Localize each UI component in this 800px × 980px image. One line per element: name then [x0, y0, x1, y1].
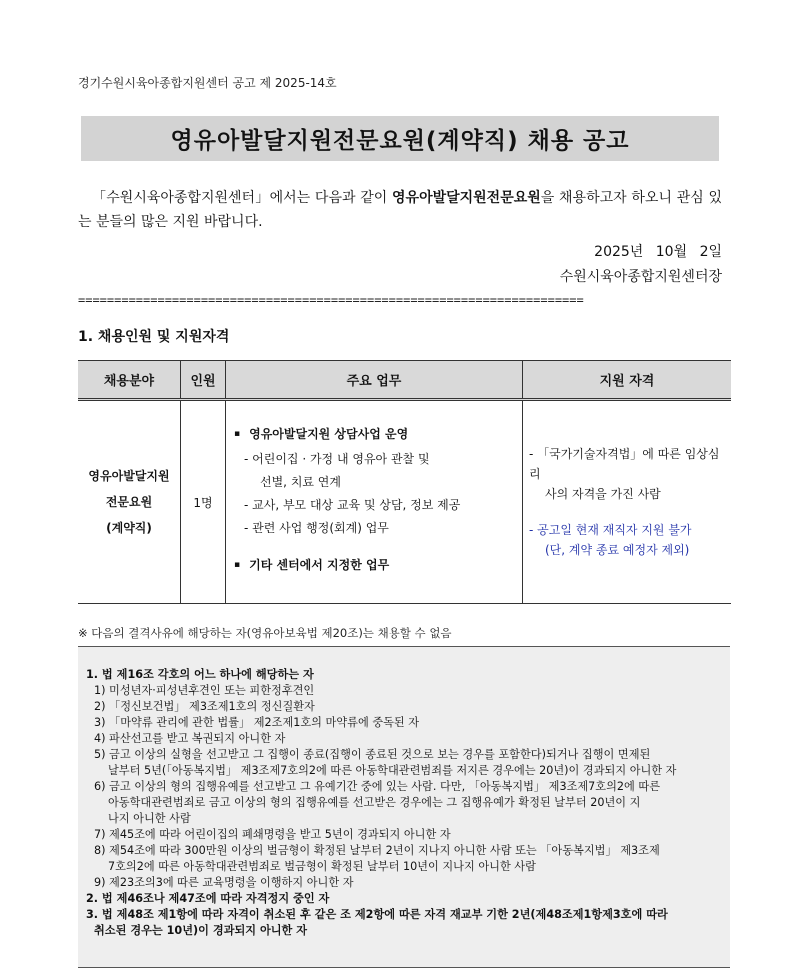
disq-item-1: 1. 법 제16조 각호의 어느 하나에 해당하는 자 [86, 668, 314, 681]
organization-name: 수원시육아종합지원센터장 [559, 269, 722, 285]
field-line3: (계약직) [106, 521, 152, 535]
duty-heading-1: ▪ 영유아발달지원 상담사업 운영 [234, 425, 521, 442]
cell-duty [226, 400, 523, 604]
page-title: 영유아발달지원전문요원(계약직) 채용 공고 [170, 128, 630, 154]
disq-sub-2: 2) 「정신보건법」 제3조제1호의 정신질환자 [94, 700, 315, 713]
notice-number: 경기수원시육아종합지원센터 공고 제 2025-14호 [78, 76, 337, 90]
disq-item-2: 2. 법 제46조나 제47조에 따라 자격정지 중인 자 [86, 892, 330, 905]
disqualification-box [78, 646, 730, 968]
date-month: 10월 [655, 244, 688, 260]
field-line2: 전문요원 [105, 495, 153, 509]
intro-paragraph [78, 186, 722, 234]
disq-sub-4: 4) 파산선고를 받고 복권되지 아니한 자 [94, 732, 286, 745]
duty-item-2: - 교사, 부모 대상 교육 및 상담, 정보 제공 [244, 498, 461, 512]
date-day: 2일 [699, 244, 722, 260]
disq-sub-1: 1) 미성년자·피성년후견인 또는 피한정후견인 [94, 684, 315, 697]
cell-qualification [523, 400, 732, 604]
duty-heading-2: ▪ 기타 센터에서 지정한 업무 [234, 556, 521, 573]
date-year: 2025년 [594, 244, 644, 260]
qualification-1: - 「국가기술자격법」에 따른 임상심리 [529, 447, 720, 481]
disq-sub-5: 5) 금고 이상의 실형을 선고받고 그 집행이 종료(집행이 종료된 것으로 보는 경우를 포함한다)되거나 집행이 면제된 [94, 748, 651, 761]
disq-sub-8-cont: 7호의2에 따른 아동학대관련범죄로 벌금형이 확정된 날부터 10년이 지나지 아니한 사람 [108, 860, 536, 873]
table-header-row [78, 361, 731, 400]
qualification-1-cont: 사의 자격을 가진 사람 [545, 487, 661, 501]
header-field: 채용분야 [78, 361, 181, 400]
disqualification-note: ※ 다음의 결격사유에 해당하는 자(영유아보육법 제20조)는 채용할 수 없음 [78, 626, 452, 640]
disq-sub-9: 9) 제23조의3에 따른 교육명령을 이행하지 아니한 자 [94, 876, 354, 889]
header-qualification: 지원 자격 [523, 361, 732, 400]
recruitment-table [78, 360, 731, 604]
intro-part2: 을 채용하고자 하오니 관심 있는 분들의 많은 지원 바랍니다. [78, 190, 723, 230]
duty-item-1: - 어린이집 · 가정 내 영유아 관찰 및 [244, 452, 430, 466]
disq-sub-8: 8) 제54조에 따라 300만원 이상의 벌금형이 확정된 날부터 2년이 지나지 아니한 사람 또는 「아동복지법」 제3조제 [94, 844, 660, 857]
disq-sub-6-cont: 아동학대관련범죄로 금고 이상의 형의 집행유예를 선고받은 경우에는 그 집행유예가 확정된 날부터 20년이 지 [108, 796, 641, 809]
disq-sub-6-cont2: 나지 아니한 사람 [108, 812, 191, 825]
section1-title: 1. 채용인원 및 지원자격 [78, 329, 230, 345]
qualification-2: - 공고일 현재 재직자 지원 불가 [529, 523, 692, 537]
disq-sub-6: 6) 금고 이상의 형의 집행유예를 선고받고 그 유예기간 중에 있는 사람. 다만, 「아동복지법」 제3조제7호의2에 따른 [94, 780, 661, 793]
intro-part1: 「수원시육아종합지원센터」에서는 다음과 같이 [92, 190, 393, 206]
duty-item-1-cont: 선별, 치료 연계 [260, 475, 341, 489]
duty-item-3: - 관련 사업 행정(회계) 업무 [244, 521, 389, 535]
cell-count: 1명 [181, 400, 226, 604]
separator-line: ====================================================================== [78, 293, 584, 307]
header-duty: 주요 업무 [226, 361, 523, 400]
table-row [78, 400, 731, 604]
notice-date [586, 241, 722, 261]
disq-sub-3: 3) 「마약류 관리에 관한 법률」 제2조제1호의 마약류에 중독된 자 [94, 716, 420, 729]
qualification-2-cont: (단, 계약 종료 예정자 제외) [545, 543, 690, 557]
disq-item-3: 3. 법 제48조 제1항에 따라 자격이 취소된 후 같은 조 제2항에 따른 자격 재교부 기한 2년(제48조제1항제3호에 따라 [86, 908, 668, 921]
field-line1: 영유아발달지원 [88, 469, 170, 483]
disq-sub-5-cont: 날부터 5년(「아동복지법」 제3조제7호의2에 따른 아동학대관련범죄를 저지른 경우에는 20년)이 경과되지 아니한 자 [108, 764, 677, 777]
cell-field [78, 400, 181, 604]
header-count: 인원 [181, 361, 226, 400]
disq-item-3-cont: 취소된 경우는 10년)이 경과되지 아니한 자 [94, 924, 308, 937]
title-banner [81, 116, 719, 161]
intro-highlight: 영유아발달지원전문요원 [392, 190, 541, 206]
disq-sub-7: 7) 제45조에 따라 어린이집의 폐쇄명령을 받고 5년이 경과되지 아니한 자 [94, 828, 451, 841]
